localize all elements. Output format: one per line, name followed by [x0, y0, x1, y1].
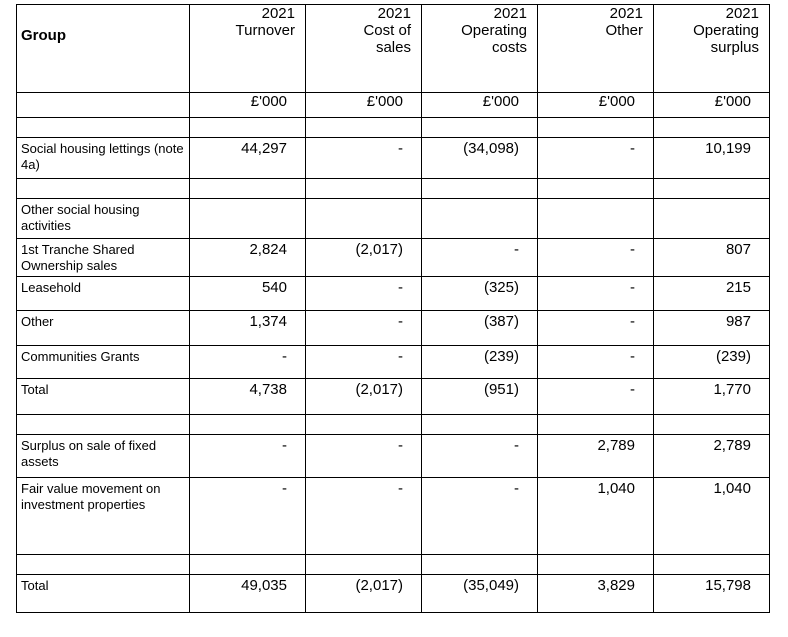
- column-title: Turnover: [235, 22, 295, 39]
- value-cell: (325): [422, 277, 538, 311]
- column-title: Cost of: [363, 22, 411, 39]
- row-label: Total: [17, 379, 190, 415]
- value-cell: 1,040: [654, 478, 770, 555]
- units-row-label: [17, 93, 190, 118]
- value-cell: [538, 179, 654, 199]
- value-cell: [422, 179, 538, 199]
- table-row: [17, 138, 770, 179]
- value-cell: [306, 199, 422, 239]
- value-cell: 3,829: [538, 575, 654, 613]
- value-cell: [306, 179, 422, 199]
- column-header-operating-costs: [422, 5, 538, 93]
- value-cell: -: [422, 478, 538, 555]
- value-cell: (34,098): [422, 138, 538, 179]
- value-cell: -: [306, 478, 422, 555]
- group-results-table: [16, 4, 770, 613]
- column-year: 2021: [725, 5, 759, 22]
- value-cell: 15,798: [654, 575, 770, 613]
- value-cell: -: [190, 346, 306, 379]
- table-row: [17, 575, 770, 613]
- value-cell: (2,017): [306, 379, 422, 415]
- table-row: [17, 277, 770, 311]
- value-cell: [190, 118, 306, 138]
- value-cell: 215: [654, 277, 770, 311]
- unit-cell: £'000: [538, 93, 654, 118]
- value-cell: (35,049): [422, 575, 538, 613]
- value-cell: -: [306, 277, 422, 311]
- value-cell: -: [190, 435, 306, 478]
- value-cell: [422, 199, 538, 239]
- value-cell: [306, 118, 422, 138]
- row-label: Surplus on sale of fixed assets: [17, 435, 190, 478]
- column-header-turnover: [190, 5, 306, 93]
- column-year: 2021: [609, 5, 643, 22]
- table-row: [17, 415, 770, 435]
- value-cell: [422, 118, 538, 138]
- units-row: [17, 93, 770, 118]
- column-title: surplus: [710, 39, 759, 56]
- value-cell: [654, 555, 770, 575]
- value-cell: 1,374: [190, 311, 306, 346]
- value-cell: [190, 179, 306, 199]
- column-year: 2021: [493, 5, 527, 22]
- value-cell: -: [538, 346, 654, 379]
- unit-cell: £'000: [654, 93, 770, 118]
- table-row: [17, 555, 770, 575]
- value-cell: (2,017): [306, 239, 422, 277]
- column-year: 2021: [261, 5, 295, 22]
- value-cell: -: [538, 311, 654, 346]
- row-label: Other: [17, 311, 190, 346]
- value-cell: -: [538, 277, 654, 311]
- value-cell: 4,738: [190, 379, 306, 415]
- table-row: [17, 435, 770, 478]
- table-body: [17, 118, 770, 613]
- value-cell: [306, 415, 422, 435]
- value-cell: -: [538, 379, 654, 415]
- value-cell: 987: [654, 311, 770, 346]
- value-cell: [654, 179, 770, 199]
- value-cell: 44,297: [190, 138, 306, 179]
- value-cell: (951): [422, 379, 538, 415]
- column-title: costs: [491, 39, 527, 56]
- table-row: [17, 311, 770, 346]
- value-cell: 2,789: [538, 435, 654, 478]
- value-cell: 1,040: [538, 478, 654, 555]
- value-cell: [538, 555, 654, 575]
- value-cell: -: [306, 138, 422, 179]
- table-row: [17, 379, 770, 415]
- value-cell: [190, 415, 306, 435]
- value-cell: [654, 415, 770, 435]
- row-label: [17, 118, 190, 138]
- unit-cell: £'000: [306, 93, 422, 118]
- row-label: Other social housing activities: [17, 199, 190, 239]
- value-cell: 10,199: [654, 138, 770, 179]
- column-year: 2021: [377, 5, 411, 22]
- column-title: Operating: [461, 22, 527, 39]
- column-title: sales: [375, 39, 411, 56]
- column-header-other: [538, 5, 654, 93]
- value-cell: -: [538, 239, 654, 277]
- value-cell: 49,035: [190, 575, 306, 613]
- value-cell: -: [190, 478, 306, 555]
- table-row: [17, 199, 770, 239]
- value-cell: [654, 199, 770, 239]
- table-row: [17, 239, 770, 277]
- table-row: [17, 478, 770, 555]
- value-cell: [306, 555, 422, 575]
- row-label: Fair value movement on investment properties: [17, 478, 190, 555]
- value-cell: -: [422, 239, 538, 277]
- column-header-operating-surplus: [654, 5, 770, 93]
- value-cell: (239): [654, 346, 770, 379]
- table-row: [17, 118, 770, 138]
- value-cell: [654, 118, 770, 138]
- value-cell: 540: [190, 277, 306, 311]
- value-cell: -: [306, 346, 422, 379]
- value-cell: -: [306, 435, 422, 478]
- value-cell: (239): [422, 346, 538, 379]
- value-cell: [422, 555, 538, 575]
- column-title: Operating: [693, 22, 759, 39]
- column-title: Other: [605, 22, 643, 39]
- value-cell: -: [306, 311, 422, 346]
- row-label: Communities Grants: [17, 346, 190, 379]
- group-header: Group: [17, 5, 190, 93]
- value-cell: 807: [654, 239, 770, 277]
- value-cell: -: [422, 435, 538, 478]
- value-cell: (2,017): [306, 575, 422, 613]
- table-row: [17, 179, 770, 199]
- row-label: Social housing lettings (note 4a): [17, 138, 190, 179]
- row-label: Leasehold: [17, 277, 190, 311]
- row-label: 1st Tranche Shared Ownership sales: [17, 239, 190, 277]
- value-cell: 2,789: [654, 435, 770, 478]
- value-cell: 1,770: [654, 379, 770, 415]
- row-label: [17, 179, 190, 199]
- table-row: [17, 346, 770, 379]
- unit-cell: £'000: [190, 93, 306, 118]
- value-cell: [538, 415, 654, 435]
- value-cell: [190, 199, 306, 239]
- row-label: [17, 415, 190, 435]
- unit-cell: £'000: [422, 93, 538, 118]
- value-cell: [422, 415, 538, 435]
- row-label: [17, 555, 190, 575]
- value-cell: [190, 555, 306, 575]
- value-cell: [538, 118, 654, 138]
- row-label: Total: [17, 575, 190, 613]
- value-cell: [538, 199, 654, 239]
- value-cell: -: [538, 138, 654, 179]
- value-cell: (387): [422, 311, 538, 346]
- header-row: [17, 5, 770, 93]
- value-cell: 2,824: [190, 239, 306, 277]
- column-header-cost-of-sales: [306, 5, 422, 93]
